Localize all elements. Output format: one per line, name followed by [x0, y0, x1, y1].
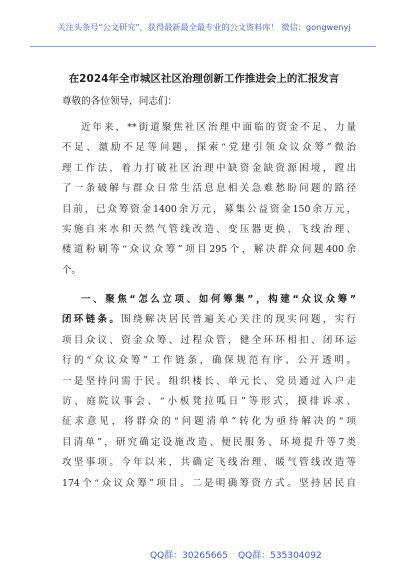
- paragraph-line: 个。: [62, 264, 81, 276]
- section-1: [62, 290, 356, 494]
- paragraph-line: 一是坚持问需于民。组织楼长、单元长、党员通过入户走: [62, 375, 356, 387]
- paragraph-line: 行的“众议众筹”工作链条，确保规范有序、公开透明。: [62, 355, 356, 367]
- section-heading-end: 闭环链条。: [62, 314, 122, 326]
- paragraph-line: 访、庭院议事会、“小板凳拉呱日”等形式，摸排诉求、: [62, 395, 356, 407]
- paragraph-line: 攻坚事项。今年以来，共确定飞线治理、暖气管线改造等: [62, 457, 356, 469]
- paragraph-line: 目前，已众筹资金1400余万元，募集公益资金150余万元，: [62, 203, 356, 215]
- header-divider: [30, 46, 376, 47]
- section-heading: 一、聚焦“怎么立项、如何筹集”，构建“众议众筹”: [81, 294, 356, 305]
- qq-group-left: QQ群：30265665: [150, 551, 228, 561]
- paragraph-line: 楼道粉刷等“众议众筹”项目295个，解决群众问题400余: [62, 244, 356, 256]
- qq-group-right: QQ群：535304092: [238, 551, 322, 561]
- paragraph-line: 近年来，**街道聚焦社区治理中面临的资金不足、力量: [81, 122, 356, 133]
- paragraph-line: 征求意见，将群众的“问题清单”转化为亟待解决的“项: [62, 416, 356, 428]
- paragraph-line: 实施自来水和天然气管线改造、变压器更换、飞线治理、: [62, 223, 356, 235]
- header-banner: 关注头条号“公文研究”，获得最新最全最专业的公文资料库！ 微信：gongwenyj: [57, 22, 351, 32]
- paragraph-line: 了一条破解与群众日常生活息息相关急难愁盼问题的路径: [62, 183, 356, 195]
- paragraph-text: 围绕解决居民普遍关心关注的现实问题，实行: [121, 314, 356, 326]
- paragraph-line: 目清单”，研究确定设施改造、便民服务、环境提升等7类: [62, 436, 356, 448]
- paragraph-line: 项目众议、资金众筹、过程众管，健全环环相扣、闭环运: [62, 334, 356, 346]
- document-title: 在2024年全市城区社区治理创新工作推进会上的汇报发言: [68, 73, 340, 85]
- paragraph-line: 174个“众议众筹”项目。二是明确筹资方式。坚持居民自: [62, 477, 356, 489]
- salutation: 尊敬的各位领导，同志们：: [62, 96, 178, 107]
- paragraph-1: [62, 118, 356, 281]
- paragraph-line: 不足、激励不足等问题，探索“党建引领众议众筹”微治: [62, 142, 356, 154]
- section-heading-continuation: [62, 310, 356, 330]
- paragraph-line: 理工作法，着力打破社区治理中缺资金缺资源困境，蹚出: [62, 162, 356, 174]
